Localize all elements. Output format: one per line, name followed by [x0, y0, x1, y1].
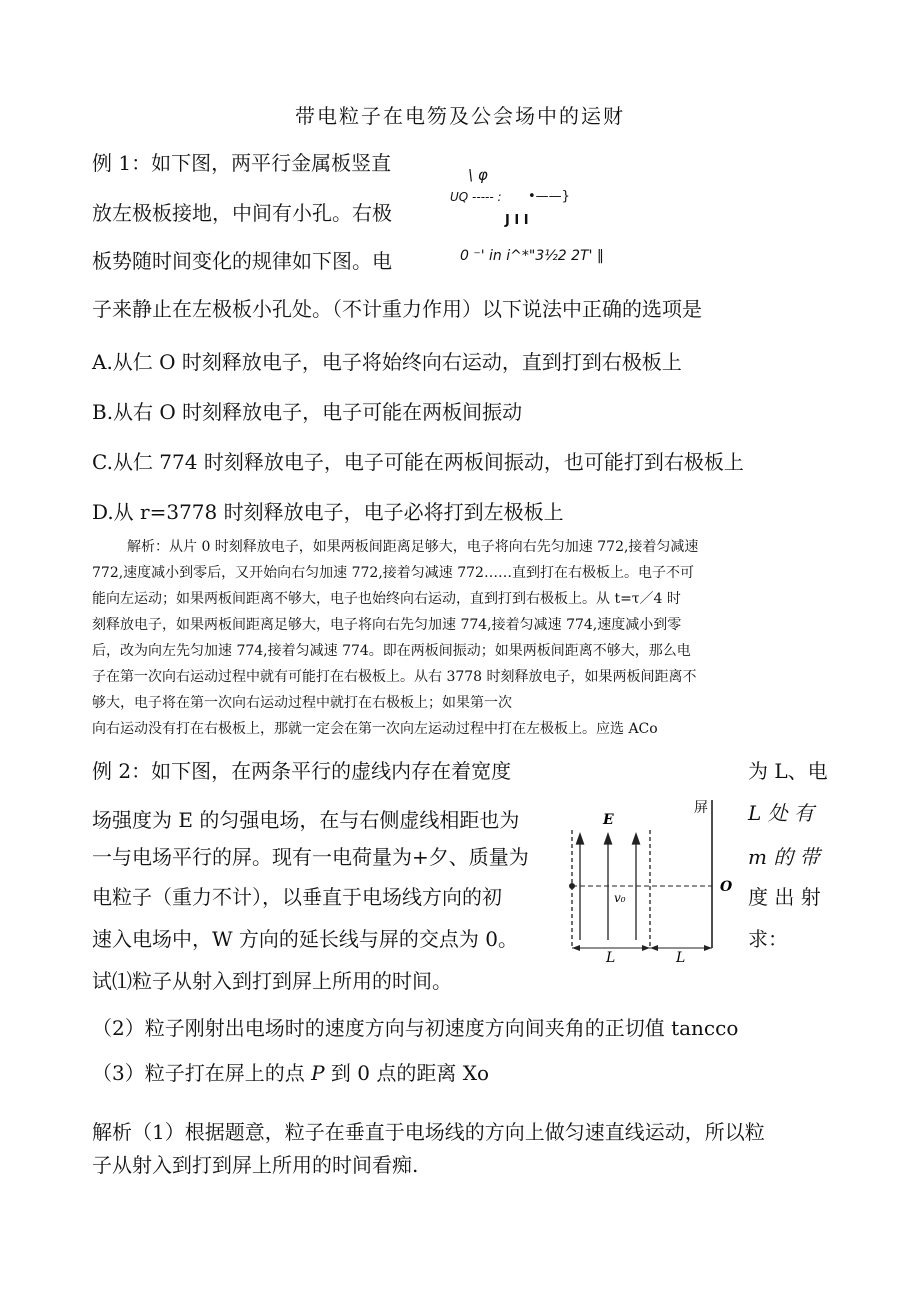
ex2-line-2: 场强度为 E 的匀强电场，在与右侧虚线相距也为 [92, 808, 520, 832]
ex1-analysis-line: 能向左运动；如果两板间距离不够大，电子也始终向右运动，直到打到右极板上。从 t=τ／4 时 [92, 591, 681, 607]
ex2-right-line-4: 度 出 射 [748, 885, 821, 909]
ex2-question-3-point: P [311, 1061, 325, 1085]
ex2-line-5: 速入电场中，W 方向的延长线与屏的交点为 0。 [92, 927, 518, 951]
ex2-right-line-1: 为 L、电 [748, 759, 828, 783]
ex1-analysis-line: 刻释放电子，如果两板间距离足够大，电子将向右先匀加速 774,接着匀减速 774,速度减小到零 [92, 617, 682, 633]
ex1-analysis-line: 够大，电子将在第一次向右运动过程中就打在右极板上；如果第一次 [92, 695, 512, 711]
ex1-analysis-line: 后，改为向左先匀加速 774,接着匀减速 774。即在两板间振动；如果两板间距离不够大，那么电 [92, 643, 691, 659]
ex2-question-1: 试⑴粒子从射入到打到屏上所用的时间。 [92, 969, 452, 993]
ex2-line-1: 例 2：如下图，在两条平行的虚线内存在着宽度 [92, 759, 512, 783]
particle-dot [569, 883, 575, 889]
field-arrow-2 [605, 834, 612, 844]
ex1-option-a: A.从仁 O 时刻释放电子，电子将始终向右运动，直到打到右极板上 [92, 350, 682, 374]
ex2-right-line-3: m 的 带 [748, 845, 820, 869]
ex1-fig-phi-label: \ φ [468, 166, 488, 184]
ex1-line-1: 例 1：如下图，两平行金属板竖直 [92, 151, 392, 175]
ex1-analysis-line: 向右运动没有打在右极板上，那就一定会在第一次向左运动过程中打在左极板上。应选 ACo [92, 721, 658, 737]
ex2-question-3-suffix: 到 0 点的距离 Xo [324, 1061, 489, 1085]
ex2-question-2: （2）粒子刚射出电场时的速度方向与初速度方向间夹角的正切值 tancco [92, 1016, 739, 1040]
ex2-question-3-prefix: （3）粒子打在屏上的点 [92, 1061, 312, 1085]
ex2-line-3: 一与电场平行的屏。现有一电荷量为+夕、质量为 [92, 845, 529, 869]
field-arrow-3 [633, 834, 640, 844]
ex1-fig-pulse: •——} [528, 189, 570, 204]
ex2-solution-line-2: 子从射入到打到屏上所用的时间看痴. [92, 1153, 419, 1177]
ex2-right-line-2: L 处 有 [748, 801, 814, 825]
ex2-right-line-5: 求： [748, 927, 788, 951]
ex1-analysis-line: 解析：从片 0 时刻释放电子，如果两板间距离足够大，电子将向右先匀加速 772,接着匀减速 [127, 539, 699, 555]
v0-label: v₀ [614, 891, 626, 905]
ex1-line-3: 板势随时间变化的规律如下图。电 [92, 249, 392, 273]
ex1-option-d: D.从 r=3778 时刻释放电子，电子必将打到左极板上 [92, 500, 564, 524]
screen-label: 屏 [694, 800, 708, 816]
width-l-label-2: L [676, 950, 686, 966]
ex1-option-c: C.从仁 774 时刻释放电子，电子可能在两板间振动，也可能打到右极板上 [92, 450, 744, 474]
ex2-line-4: 电粒子（重力不计），以垂直于电场线方向的初 [92, 885, 502, 909]
page-title: 带电粒子在电笏及公会场中的运财 [295, 104, 625, 128]
ex1-option-b: B.从右 O 时刻释放电子，电子可能在两板间振动 [92, 400, 523, 424]
ex1-line-4: 子来静止在左极板小孔处。（不计重力作用）以下说法中正确的选项是 [92, 297, 702, 321]
ex1-analysis-line: 772,速度减小到零后，又开始向右匀加速 772,接着匀减速 772……直到打在右极板上。电子不可 [92, 565, 694, 581]
point-o-label: O [720, 879, 733, 895]
ex2-field-diagram [560, 790, 760, 970]
field-e-label: E [603, 812, 614, 828]
field-arrow-1 [577, 834, 584, 844]
width-l-label-1: L [606, 950, 616, 966]
ex2-field-figure [560, 790, 760, 970]
ex2-solution-line-1: 解析（1）根据题意，粒子在垂直于电场线的方向上做匀速直线运动，所以粒 [92, 1120, 765, 1144]
ex1-line-2: 放左极板接地，中间有小孔。右极 [92, 201, 392, 225]
ex1-figure [450, 160, 650, 280]
ex2-question-3 [92, 1058, 489, 1088]
ex1-fig-u0-label: UQ ----- : [450, 190, 502, 204]
ex1-fig-time-axis: 0 ⁻' in i^*"3½2 2T' ‖ [460, 248, 604, 264]
ex1-analysis-line: 子在第一次向右运动过程中就有可能打在右极板上。从右 3778 时刻释放电子，如果两板间距离不 [92, 669, 697, 685]
ex1-fig-marks: J I I [505, 213, 529, 228]
